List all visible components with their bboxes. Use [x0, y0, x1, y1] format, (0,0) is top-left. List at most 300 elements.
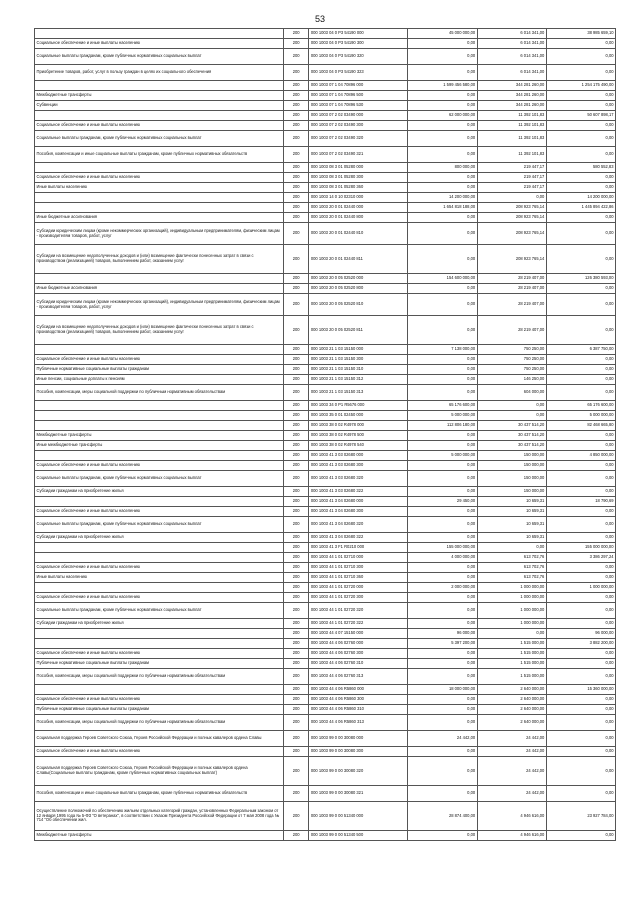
row-approved-cell: 0,00 — [408, 487, 477, 497]
row-code-cell: 200 — [284, 649, 309, 659]
row-unexecuted-cell: 0,00 — [546, 831, 615, 841]
row-executed-cell: 11 392 101,83 — [477, 121, 546, 131]
row-approved-cell: 0,00 — [408, 385, 477, 401]
row-executed-cell: 1 000 000,00 — [477, 583, 546, 593]
row-unexecuted-cell: 1 445 894 422,86 — [546, 203, 615, 213]
row-executed-cell: 1 515 000,00 — [477, 639, 546, 649]
row-code-cell: 200 — [284, 245, 309, 274]
row-executed-cell: 0,00 — [477, 411, 546, 421]
table-row — [35, 355, 616, 365]
row-classification-cell: 000 1003 20 0 05 02520 811 — [309, 316, 408, 345]
row-code-cell: 200 — [284, 111, 309, 121]
row-executed-cell: 24 442,00 — [477, 731, 546, 747]
row-classification-cell: 000 1003 44 4 06 02760 310 — [309, 659, 408, 669]
row-executed-cell: 1 000 000,00 — [477, 603, 546, 619]
row-unexecuted-cell: 0,00 — [546, 757, 615, 786]
table-row — [35, 533, 616, 543]
row-unexecuted-cell: 65 176 600,00 — [546, 401, 615, 411]
row-classification-cell: 000 1003 20 0 05 02520 000 — [309, 274, 408, 284]
row-executed-cell: 150 000,00 — [477, 471, 546, 487]
row-code-cell: 200 — [284, 39, 309, 49]
row-classification-cell: 000 1003 07 1 04 70896 000 — [309, 81, 408, 91]
row-name-cell: Пособия, компенсации и иные социальные выплаты гражданам, кроме публичных нормативных обязательств — [35, 147, 284, 163]
row-classification-cell: 000 1003 44 4 06 02760 300 — [309, 649, 408, 659]
row-approved-cell: 0,00 — [408, 649, 477, 659]
row-classification-cell: 000 1003 08 3 01 05280 300 — [309, 173, 408, 183]
row-classification-cell: 000 1003 20 0 01 02440 810 — [309, 223, 408, 245]
row-classification-cell: 000 1003 44 4 06 R5860 300 — [309, 695, 408, 705]
row-unexecuted-cell: 0,00 — [546, 747, 615, 757]
row-code-cell: 200 — [284, 593, 309, 603]
row-approved-cell: 0,00 — [408, 223, 477, 245]
row-classification-cell: 000 1003 41 3 03 02680 320 — [309, 471, 408, 487]
row-classification-cell: 000 1003 38 0 02 R4978 000 — [309, 421, 408, 431]
row-executed-cell: 750 250,00 — [477, 345, 546, 355]
row-code-cell: 200 — [284, 294, 309, 316]
row-name-cell: Социальное обеспечение и иные выплаты населению — [35, 507, 284, 517]
row-executed-cell: 613 702,76 — [477, 573, 546, 583]
row-executed-cell: 28 219 407,00 — [477, 294, 546, 316]
row-code-cell: 200 — [284, 831, 309, 841]
row-code-cell: 200 — [284, 401, 309, 411]
row-classification-cell: 000 1003 08 3 01 05280 360 — [309, 183, 408, 193]
row-code-cell: 200 — [284, 355, 309, 365]
row-unexecuted-cell: 0,00 — [546, 441, 615, 451]
row-classification-cell: 000 1003 41 3 04 02680 000 — [309, 497, 408, 507]
row-unexecuted-cell: 0,00 — [546, 365, 615, 375]
row-unexecuted-cell: 0,00 — [546, 65, 615, 81]
row-unexecuted-cell: 0,00 — [546, 695, 615, 705]
table-row — [35, 81, 616, 91]
row-classification-cell: 000 1003 41 3 03 02680 322 — [309, 487, 408, 497]
row-code-cell: 200 — [284, 121, 309, 131]
row-name-cell: Публичные нормативные социальные выплаты гражданам — [35, 659, 284, 669]
row-executed-cell: 150 000,00 — [477, 487, 546, 497]
row-code-cell: 200 — [284, 639, 309, 649]
row-classification-cell: 000 1003 34 0 P1 R5676 000 — [309, 401, 408, 411]
row-code-cell: 200 — [284, 421, 309, 431]
row-classification-cell: 000 1003 07 2 02 03490 000 — [309, 111, 408, 121]
row-name-cell: Субсидии гражданам на приобретение жилья — [35, 487, 284, 497]
row-unexecuted-cell: 14 200 000,00 — [546, 193, 615, 203]
row-name-cell: Субсидии на возмещение недополученных доходов и (или) возмещение фактически понесенных затрат в связи с производством (реализацией) товаров, выполнением работ, оказанием услуг — [35, 245, 284, 274]
row-name-cell: Приобретение товаров, работ, услуг в пользу граждан в целях их социального обеспечения — [35, 65, 284, 81]
row-name-cell: Публичные нормативные социальные выплаты гражданам — [35, 705, 284, 715]
row-code-cell: 200 — [284, 553, 309, 563]
row-executed-cell: 613 702,76 — [477, 553, 546, 563]
table-row — [35, 543, 616, 553]
row-executed-cell: 208 923 765,14 — [477, 213, 546, 223]
row-classification-cell: 000 1003 20 0 05 02520 800 — [309, 284, 408, 294]
row-approved-cell: 14 200 000,00 — [408, 193, 477, 203]
table-row — [35, 517, 616, 533]
row-unexecuted-cell: 0,00 — [546, 603, 615, 619]
row-code-cell: 200 — [284, 695, 309, 705]
row-classification-cell: 000 1003 21 1 03 15150 310 — [309, 365, 408, 375]
row-name-cell: Межбюджетные трансферты — [35, 831, 284, 841]
row-name-cell — [35, 639, 284, 649]
row-code-cell: 200 — [284, 284, 309, 294]
row-code-cell: 200 — [284, 213, 309, 223]
table-row — [35, 121, 616, 131]
row-executed-cell: 1 515 000,00 — [477, 669, 546, 685]
row-unexecuted-cell: 0,00 — [546, 593, 615, 603]
row-unexecuted-cell: 0,00 — [546, 49, 615, 65]
row-code-cell: 200 — [284, 173, 309, 183]
row-executed-cell: 24 442,00 — [477, 786, 546, 802]
row-code-cell: 200 — [284, 669, 309, 685]
row-approved-cell: 0,00 — [408, 669, 477, 685]
row-approved-cell: 0,00 — [408, 316, 477, 345]
row-classification-cell: 000 1003 21 1 03 15150 000 — [309, 345, 408, 355]
row-approved-cell: 112 806 180,00 — [408, 421, 477, 431]
row-code-cell: 200 — [284, 629, 309, 639]
table-row — [35, 316, 616, 345]
row-unexecuted-cell: 0,00 — [546, 131, 615, 147]
table-row — [35, 471, 616, 487]
row-approved-cell: 0,00 — [408, 603, 477, 619]
table-row — [35, 101, 616, 111]
table-row — [35, 203, 616, 213]
row-approved-cell: 5 000 000,00 — [408, 451, 477, 461]
row-classification-cell: 000 1003 44 1 01 02720 322 — [309, 619, 408, 629]
row-classification-cell: 000 1003 44 1 01 02720 300 — [309, 593, 408, 603]
row-unexecuted-cell: 0,00 — [546, 294, 615, 316]
row-approved-cell: 0,00 — [408, 173, 477, 183]
row-approved-cell: 0,00 — [408, 441, 477, 451]
row-name-cell — [35, 553, 284, 563]
row-name-cell: Социальная поддержка Героев Советского Союза, Героев Российской Федерации и полных кавалеров ордена Славы(Социальные выплаты гражданам, кроме публичных нормативных социальных выплат) — [35, 757, 284, 786]
row-approved-cell: 0,00 — [408, 183, 477, 193]
row-executed-cell: 219 447,17 — [477, 163, 546, 173]
row-executed-cell: 219 447,17 — [477, 183, 546, 193]
table-row — [35, 659, 616, 669]
row-approved-cell: 0,00 — [408, 101, 477, 111]
page-number: 53 — [314, 14, 325, 24]
row-classification-cell: 000 1003 35 0 01 02450 000 — [309, 411, 408, 421]
row-executed-cell: 28 219 407,00 — [477, 284, 546, 294]
row-approved-cell: 24 442,00 — [408, 731, 477, 747]
row-unexecuted-cell: 15 360 000,00 — [546, 685, 615, 695]
table-row — [35, 131, 616, 147]
table-row — [35, 375, 616, 385]
row-approved-cell: 1 599 456 580,00 — [408, 81, 477, 91]
row-code-cell: 200 — [284, 471, 309, 487]
row-approved-cell: 0,00 — [408, 831, 477, 841]
row-name-cell: Субсидии юридическим лицам (кроме некоммерческих организаций), индивидуальным предпринимателям, физическим лицам - производителям товаров, работ, услуг — [35, 223, 284, 245]
row-code-cell: 200 — [284, 375, 309, 385]
row-executed-cell: 28 219 407,00 — [477, 274, 546, 284]
row-unexecuted-cell: 4 850 000,00 — [546, 451, 615, 461]
row-name-cell — [35, 411, 284, 421]
row-name-cell: Межбюджетные трансферты — [35, 431, 284, 441]
row-approved-cell: 18 000 000,00 — [408, 685, 477, 695]
row-unexecuted-cell: 3 386 297,24 — [546, 553, 615, 563]
row-code-cell: 200 — [284, 345, 309, 355]
table-row — [35, 757, 616, 786]
row-classification-cell: 000 1003 44 1 01 02710 360 — [309, 573, 408, 583]
row-unexecuted-cell: 0,00 — [546, 213, 615, 223]
row-name-cell — [35, 203, 284, 213]
row-name-cell — [35, 629, 284, 639]
row-unexecuted-cell: 0,00 — [546, 284, 615, 294]
row-executed-cell: 344 281 260,00 — [477, 81, 546, 91]
row-name-cell: Социальные выплаты гражданам, кроме публичных нормативных социальных выплат — [35, 471, 284, 487]
table-row — [35, 401, 616, 411]
row-approved-cell: 0,00 — [408, 593, 477, 603]
row-name-cell: Субвенции — [35, 101, 284, 111]
row-classification-cell: 000 1003 44 4 06 02760 313 — [309, 669, 408, 685]
row-code-cell: 200 — [284, 29, 309, 39]
row-executed-cell: 150 000,00 — [477, 461, 546, 471]
row-code-cell: 200 — [284, 431, 309, 441]
row-unexecuted-cell: 0,00 — [546, 573, 615, 583]
row-classification-cell: 000 1003 41 3 04 02680 300 — [309, 507, 408, 517]
row-name-cell: Социальные выплаты гражданам, кроме публичных нормативных социальных выплат — [35, 517, 284, 533]
row-approved-cell: 0,00 — [408, 49, 477, 65]
row-name-cell: Пособия, компенсации и иные социальные выплаты гражданам, кроме публичных нормативных обязательств — [35, 786, 284, 802]
row-unexecuted-cell: 0,00 — [546, 223, 615, 245]
row-executed-cell: 2 640 000,00 — [477, 705, 546, 715]
row-code-cell: 200 — [284, 91, 309, 101]
row-unexecuted-cell: 1 254 175 490,00 — [546, 81, 615, 91]
row-approved-cell: 0,00 — [408, 284, 477, 294]
row-unexecuted-cell: 38 985 659,10 — [546, 29, 615, 39]
row-name-cell: Межбюджетные трансферты — [35, 91, 284, 101]
row-code-cell: 200 — [284, 203, 309, 213]
row-executed-cell: 208 923 765,14 — [477, 245, 546, 274]
row-classification-cell: 000 1003 44 4 07 15150 000 — [309, 629, 408, 639]
table-row — [35, 421, 616, 431]
row-executed-cell: 10 659,31 — [477, 517, 546, 533]
table-row — [35, 507, 616, 517]
row-classification-cell: 000 1003 20 0 01 02440 000 — [309, 203, 408, 213]
table-row — [35, 193, 616, 203]
row-executed-cell: 10 659,31 — [477, 497, 546, 507]
row-name-cell — [35, 111, 284, 121]
row-code-cell: 200 — [284, 533, 309, 543]
row-name-cell — [35, 497, 284, 507]
row-executed-cell: 1 000 000,00 — [477, 619, 546, 629]
row-code-cell: 200 — [284, 507, 309, 517]
row-code-cell: 200 — [284, 131, 309, 147]
row-unexecuted-cell: 0,00 — [546, 507, 615, 517]
table-row — [35, 461, 616, 471]
row-name-cell: Осуществление полномочий по обеспечению жильем отдельных категорий граждан, установленных Федеральным законом от 12 января 1995 года № 5-ФЗ "О ветеранах", в соответствии с Указом Президента Российской Федерации от 7 мая 2008 года № 714 "Об обеспечении жил. — [35, 802, 284, 831]
table-row — [35, 619, 616, 629]
row-classification-cell: 000 1003 04 0 P3 54190 300 — [309, 39, 408, 49]
row-code-cell: 200 — [284, 163, 309, 173]
row-executed-cell: 10 659,31 — [477, 533, 546, 543]
row-executed-cell: 208 923 765,14 — [477, 223, 546, 245]
row-classification-cell: 000 1003 07 1 04 70896 500 — [309, 91, 408, 101]
row-unexecuted-cell: 0,00 — [546, 355, 615, 365]
table-row — [35, 695, 616, 705]
table-row — [35, 583, 616, 593]
row-approved-cell: 7 138 000,00 — [408, 345, 477, 355]
row-classification-cell: 000 1003 04 0 P3 54190 323 — [309, 65, 408, 81]
table-row — [35, 639, 616, 649]
row-classification-cell: 000 1003 44 4 06 R5860 310 — [309, 705, 408, 715]
row-code-cell: 200 — [284, 757, 309, 786]
row-executed-cell: 613 702,76 — [477, 563, 546, 573]
table-row — [35, 497, 616, 507]
row-classification-cell: 000 1003 07 1 04 70896 530 — [309, 101, 408, 111]
row-classification-cell: 000 1003 99 0 00 51340 000 — [309, 802, 408, 831]
row-unexecuted-cell: 0,00 — [546, 471, 615, 487]
row-unexecuted-cell: 0,00 — [546, 173, 615, 183]
row-unexecuted-cell: 6 387 750,00 — [546, 345, 615, 355]
row-code-cell: 200 — [284, 715, 309, 731]
table-row — [35, 39, 616, 49]
row-code-cell: 200 — [284, 147, 309, 163]
row-unexecuted-cell: 0,00 — [546, 487, 615, 497]
row-code-cell: 200 — [284, 603, 309, 619]
table-row — [35, 685, 616, 695]
row-name-cell: Социальное обеспечение и иные выплаты населению — [35, 563, 284, 573]
table-row — [35, 705, 616, 715]
row-code-cell: 200 — [284, 441, 309, 451]
row-name-cell: Иные выплаты населению — [35, 573, 284, 583]
table-row — [35, 65, 616, 81]
row-unexecuted-cell: 0,00 — [546, 705, 615, 715]
row-name-cell: Социальное обеспечение и иные выплаты населению — [35, 649, 284, 659]
table-row — [35, 365, 616, 375]
row-executed-cell: 0,00 — [477, 543, 546, 553]
row-code-cell: 200 — [284, 685, 309, 695]
row-name-cell: Иные бюджетные ассигнования — [35, 213, 284, 223]
row-approved-cell: 0,00 — [408, 131, 477, 147]
row-unexecuted-cell: 96 000,00 — [546, 629, 615, 639]
row-code-cell: 200 — [284, 274, 309, 284]
row-unexecuted-cell: 0,00 — [546, 245, 615, 274]
row-executed-cell: 2 640 000,00 — [477, 685, 546, 695]
row-classification-cell: 000 1003 44 1 01 02720 000 — [309, 583, 408, 593]
row-approved-cell: 4 000 000,00 — [408, 553, 477, 563]
row-name-cell: Публичные нормативные социальные выплаты гражданам — [35, 365, 284, 375]
row-unexecuted-cell: 0,00 — [546, 375, 615, 385]
row-approved-cell: 0,00 — [408, 65, 477, 81]
row-executed-cell: 344 281 260,00 — [477, 91, 546, 101]
row-classification-cell: 000 1003 14 0 10 02310 000 — [309, 193, 408, 203]
row-approved-cell: 0,00 — [408, 715, 477, 731]
row-name-cell — [35, 29, 284, 39]
row-unexecuted-cell: 126 380 593,00 — [546, 274, 615, 284]
row-code-cell: 200 — [284, 193, 309, 203]
row-name-cell — [35, 81, 284, 91]
row-classification-cell: 000 1003 41 3 03 02680 000 — [309, 451, 408, 461]
row-executed-cell: 150 000,00 — [477, 451, 546, 461]
row-code-cell: 200 — [284, 101, 309, 111]
row-code-cell: 200 — [284, 619, 309, 629]
row-executed-cell: 208 923 765,14 — [477, 203, 546, 213]
row-name-cell: Социальная поддержка Героев Советского Союза, Героев Российской Федерации и полных кавалеров ордена Славы — [35, 731, 284, 747]
row-classification-cell: 000 1003 21 1 03 15150 313 — [309, 385, 408, 401]
row-approved-cell: 0,00 — [408, 695, 477, 705]
row-executed-cell: 6 014 341,00 — [477, 49, 546, 65]
row-executed-cell: 2 640 000,00 — [477, 695, 546, 705]
row-code-cell: 200 — [284, 461, 309, 471]
row-executed-cell: 11 392 101,83 — [477, 111, 546, 121]
row-executed-cell: 11 392 101,83 — [477, 131, 546, 147]
row-code-cell: 200 — [284, 731, 309, 747]
table-row — [35, 29, 616, 39]
row-unexecuted-cell: 0,00 — [546, 461, 615, 471]
table-row — [35, 294, 616, 316]
row-code-cell: 200 — [284, 385, 309, 401]
table-row — [35, 786, 616, 802]
row-code-cell: 200 — [284, 487, 309, 497]
row-executed-cell: 344 281 260,00 — [477, 101, 546, 111]
row-executed-cell: 219 447,17 — [477, 173, 546, 183]
row-executed-cell: 30 437 514,20 — [477, 421, 546, 431]
row-executed-cell: 10 659,31 — [477, 507, 546, 517]
row-approved-cell: 0,00 — [408, 757, 477, 786]
row-approved-cell: 0,00 — [408, 659, 477, 669]
row-approved-cell: 5 000 000,00 — [408, 411, 477, 421]
row-executed-cell: 0,00 — [477, 629, 546, 639]
budget-table-body — [35, 29, 616, 841]
row-unexecuted-cell: 0,00 — [546, 147, 615, 163]
row-executed-cell: 750 250,00 — [477, 365, 546, 375]
row-name-cell: Социальное обеспечение и иные выплаты населению — [35, 173, 284, 183]
row-approved-cell: 0,00 — [408, 563, 477, 573]
row-name-cell — [35, 685, 284, 695]
row-executed-cell: 6 014 341,00 — [477, 65, 546, 81]
row-unexecuted-cell: 23 927 784,00 — [546, 802, 615, 831]
table-row — [35, 715, 616, 731]
table-row — [35, 441, 616, 451]
row-code-cell: 200 — [284, 543, 309, 553]
table-row — [35, 802, 616, 831]
row-approved-cell: 0,00 — [408, 461, 477, 471]
row-name-cell: Иные межбюджетные трансферты — [35, 441, 284, 451]
row-approved-cell: 0,00 — [408, 213, 477, 223]
row-name-cell: Субсидии на возмещение недополученных доходов и (или) возмещение фактически понесенных затрат в связи с производством (реализацией) товаров, выполнением работ, оказанием услуг — [35, 316, 284, 345]
row-name-cell: Пособия, компенсации, меры социальной поддержки по публичным нормативным обязательствам — [35, 385, 284, 401]
row-approved-cell: 0,00 — [408, 573, 477, 583]
table-row — [35, 223, 616, 245]
row-unexecuted-cell: 18 790,69 — [546, 497, 615, 507]
row-name-cell: Социальное обеспечение и иные выплаты населению — [35, 39, 284, 49]
row-executed-cell: 4 946 616,00 — [477, 831, 546, 841]
row-executed-cell: 0,00 — [477, 193, 546, 203]
row-unexecuted-cell: 0,00 — [546, 183, 615, 193]
row-name-cell: Пособия, компенсации, меры социальной поддержки по публичным нормативным обязательствам — [35, 669, 284, 685]
table-row — [35, 49, 616, 65]
row-classification-cell: 000 1003 21 1 03 15150 312 — [309, 375, 408, 385]
row-unexecuted-cell: 1 000 000,00 — [546, 583, 615, 593]
table-row — [35, 563, 616, 573]
row-name-cell: Субсидии гражданам на приобретение жилья — [35, 619, 284, 629]
table-row — [35, 451, 616, 461]
row-unexecuted-cell: 50 607 898,17 — [546, 111, 615, 121]
row-executed-cell: 1 000 000,00 — [477, 593, 546, 603]
row-code-cell: 200 — [284, 563, 309, 573]
row-executed-cell: 146 250,00 — [477, 375, 546, 385]
row-approved-cell: 155 000 000,00 — [408, 543, 477, 553]
row-classification-cell: 000 1003 99 0 00 30080 300 — [309, 747, 408, 757]
row-code-cell: 200 — [284, 517, 309, 533]
row-classification-cell: 000 1003 08 3 01 05280 000 — [309, 163, 408, 173]
row-approved-cell: 0,00 — [408, 786, 477, 802]
row-unexecuted-cell: 82 468 665,80 — [546, 421, 615, 431]
row-classification-cell: 000 1003 44 1 01 02710 300 — [309, 563, 408, 573]
row-name-cell — [35, 274, 284, 284]
table-row — [35, 487, 616, 497]
table-row — [35, 629, 616, 639]
row-approved-cell: 0,00 — [408, 471, 477, 487]
